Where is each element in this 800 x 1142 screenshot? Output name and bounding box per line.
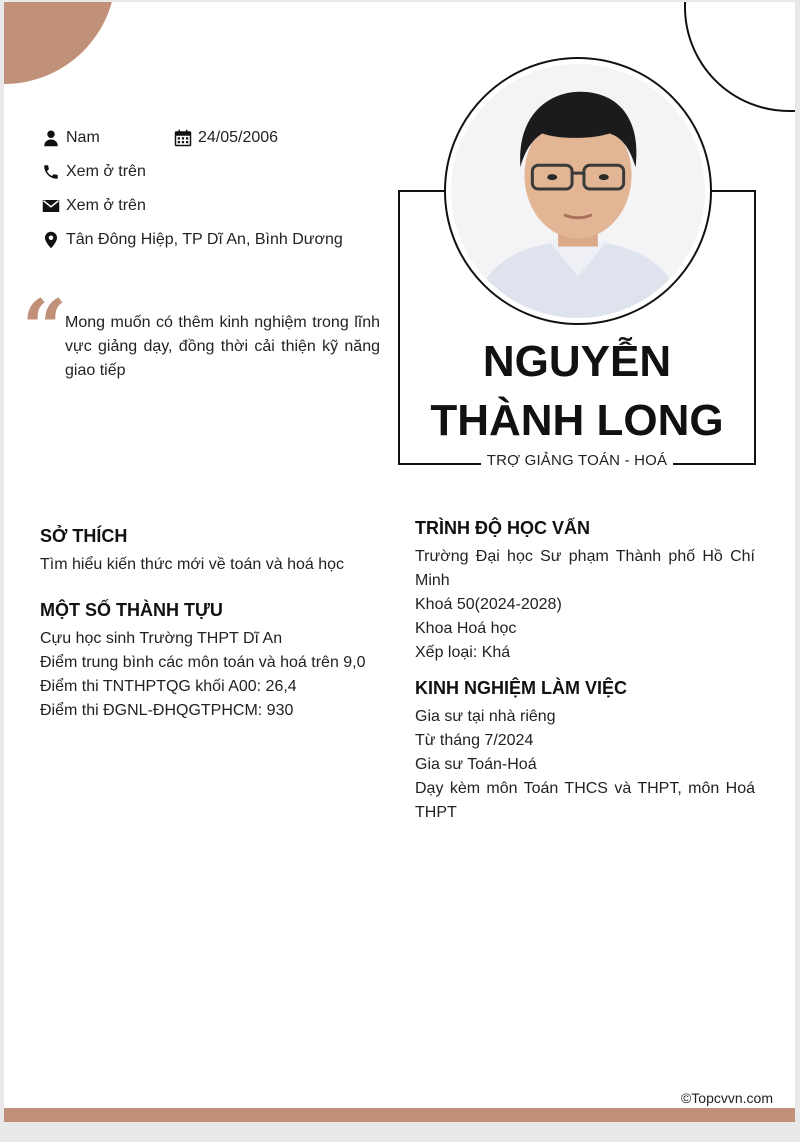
education-item: Khoa Hoá học bbox=[415, 620, 517, 637]
gender-row bbox=[42, 129, 100, 147]
calendar-icon bbox=[174, 129, 192, 147]
achievements-title: MỘT SỐ THÀNH TỰU bbox=[40, 600, 223, 620]
decorative-corner-ring bbox=[684, 2, 795, 112]
education-section bbox=[415, 518, 755, 665]
phone-value: Xem ở trên bbox=[66, 163, 146, 180]
email-value: Xem ở trên bbox=[66, 197, 146, 214]
achievement-item: Điểm trung bình các môn toán và hoá trên 9,0 bbox=[40, 654, 366, 671]
experience-title: KINH NGHIỆM LÀM VIỆC bbox=[415, 678, 628, 698]
birthdate-value: 24/05/2006 bbox=[198, 129, 279, 146]
mail-icon bbox=[42, 197, 60, 215]
experience-section bbox=[415, 678, 755, 825]
job-title-text: TRỢ GIẢNG TOÁN - HOÁ bbox=[481, 452, 674, 469]
birthdate-row bbox=[174, 129, 278, 147]
phone-row bbox=[42, 163, 146, 181]
achievement-item: Điểm thi TNTHPTQG khối A00: 26,4 bbox=[40, 678, 297, 695]
hobbies-section bbox=[40, 526, 370, 577]
experience-item: Gia sư tại nhà riêng bbox=[415, 708, 556, 725]
avatar bbox=[451, 64, 705, 318]
candidate-name-line2: THÀNH LONG bbox=[430, 396, 724, 445]
education-item: Xếp loại: Khá bbox=[415, 644, 511, 661]
experience-item: Gia sư Toán-Hoá bbox=[415, 756, 537, 773]
cv-page bbox=[4, 2, 795, 1122]
user-icon bbox=[42, 129, 60, 147]
copyright-text: ©Topcvvn.com bbox=[680, 1090, 773, 1106]
education-item: Trường Đại học Sư phạm Thành phố Hồ Chí Minh bbox=[415, 548, 755, 589]
hobbies-title: SỞ THÍCH bbox=[40, 526, 128, 546]
bottom-accent-bar bbox=[4, 1108, 795, 1122]
achievement-item: Cựu học sinh Trường THPT Dĩ An bbox=[40, 630, 283, 647]
education-title: TRÌNH ĐỘ HỌC VẤN bbox=[415, 518, 590, 538]
education-item: Khoá 50(2024-2028) bbox=[415, 596, 562, 613]
career-objective: Mong muốn có thêm kinh nghiệm trong lĩnh vực giảng dạy, đồng thời cải thiện kỹ năng giao tiếp bbox=[65, 314, 380, 379]
phone-icon bbox=[42, 163, 60, 181]
candidate-name-line1: NGUYỄN bbox=[482, 337, 672, 386]
gender-value: Nam bbox=[66, 129, 100, 146]
address-value: Tân Đông Hiệp, TP Dĩ An, Bình Dương bbox=[66, 231, 343, 248]
profile-photo bbox=[444, 57, 712, 325]
location-icon bbox=[42, 231, 60, 249]
experience-item: Từ tháng 7/2024 bbox=[415, 732, 534, 749]
address-row bbox=[42, 231, 343, 249]
candidate-name bbox=[398, 332, 756, 450]
achievement-item: Điểm thi ĐGNL-ĐHQGTPHCM: 930 bbox=[40, 702, 294, 719]
achievements-section bbox=[40, 600, 380, 723]
quote-icon: “ bbox=[22, 283, 67, 374]
email-row bbox=[42, 197, 146, 215]
hobbies-text: Tìm hiểu kiến thức mới về toán và hoá học bbox=[40, 556, 345, 573]
decorative-corner-blob bbox=[4, 2, 116, 84]
job-title bbox=[398, 452, 756, 470]
experience-item: Dạy kèm môn Toán THCS và THPT, môn Hoá THPT bbox=[415, 780, 755, 821]
